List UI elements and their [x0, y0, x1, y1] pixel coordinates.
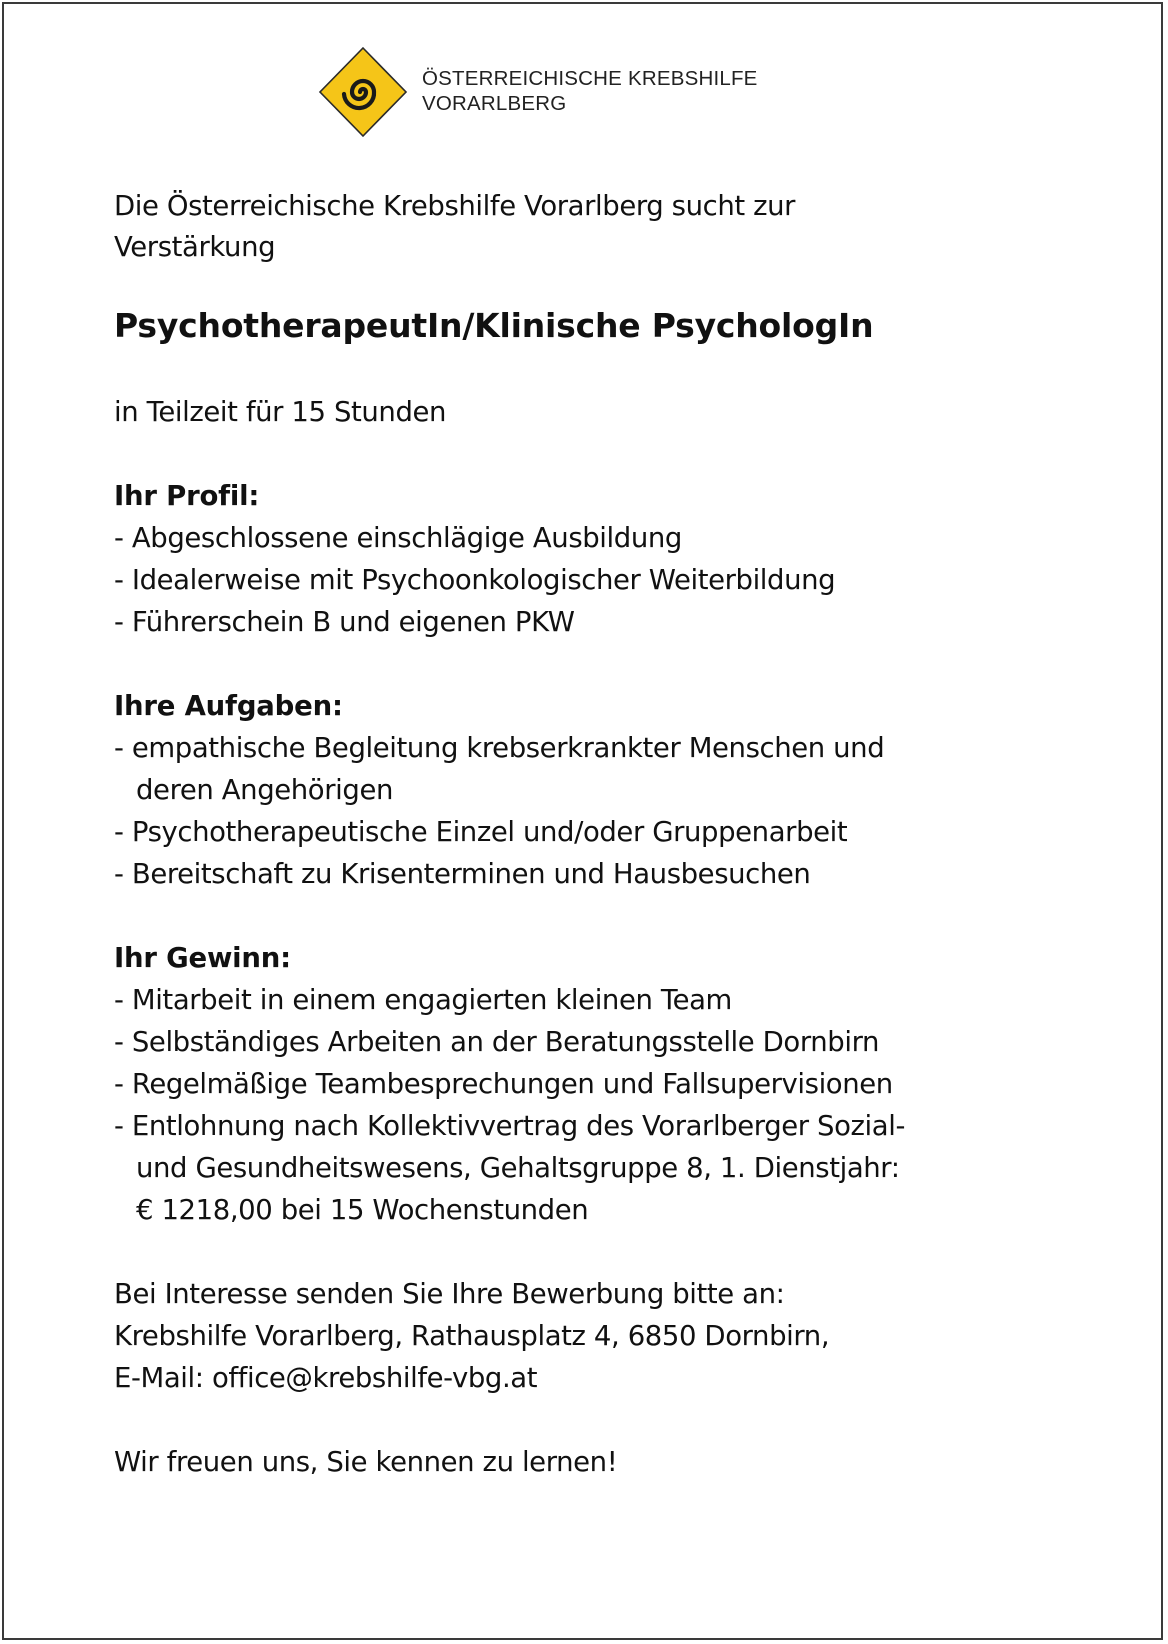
task-item-continuation: deren Angehörigen — [136, 774, 393, 806]
benefit-item: - Entlohnung nach Kollektivvertrag des Vorarlberger Sozial- — [114, 1110, 905, 1142]
closing-line: Wir freuen uns, Sie kennen zu lernen! — [114, 1446, 618, 1478]
benefit-item: - Regelmäßige Teambesprechungen und Fallsupervisionen — [114, 1068, 893, 1100]
benefit-item: - Mitarbeit in einem engagierten kleinen Team — [114, 984, 732, 1016]
profile-item: - Führerschein B und eigenen PKW — [114, 606, 575, 638]
employment-type: in Teilzeit für 15 Stunden — [114, 396, 447, 428]
position-title: PsychotherapeutIn/Klinische PsychologIn — [114, 306, 874, 345]
logo-line-2: VORARLBERG — [422, 92, 567, 115]
profile-heading: Ihr Profil: — [114, 480, 260, 512]
task-item: - empathische Begleitung krebserkrankter Menschen und — [114, 732, 885, 764]
intro-line-1: Die Österreichische Krebshilfe Vorarlberg sucht zur — [114, 190, 796, 222]
benefit-item: - Selbständiges Arbeiten an der Beratungsstelle Dornbirn — [114, 1026, 880, 1058]
salary-line: € 1218,00 bei 15 Wochenstunden — [136, 1194, 589, 1226]
profile-item: - Abgeschlossene einschlägige Ausbildung — [114, 522, 682, 554]
benefit-item-continuation: und Gesundheitswesens, Gehaltsgruppe 8, 1. Dienstjahr: — [136, 1152, 900, 1184]
krebshilfe-spiral-logo-icon — [318, 46, 408, 138]
logo-wordmark — [422, 66, 758, 116]
contact-email: E-Mail: office@krebshilfe-vbg.at — [114, 1362, 538, 1394]
contact-intro: Bei Interesse senden Sie Ihre Bewerbung bitte an: — [114, 1278, 785, 1310]
benefits-heading: Ihr Gewinn: — [114, 942, 291, 974]
profile-item: - Idealerweise mit Psychoonkologischer Weiterbildung — [114, 564, 836, 596]
intro-line-2: Verstärkung — [114, 231, 276, 263]
logo-line-1: ÖSTERREICHISCHE KREBSHILFE — [422, 67, 758, 90]
contact-address: Krebshilfe Vorarlberg, Rathausplatz 4, 6850 Dornbirn, — [114, 1320, 830, 1352]
organization-logo — [318, 46, 818, 146]
task-item: - Psychotherapeutische Einzel und/oder Gruppenarbeit — [114, 816, 848, 848]
task-item: - Bereitschaft zu Krisenterminen und Hausbesuchen — [114, 858, 811, 890]
tasks-heading: Ihre Aufgaben: — [114, 690, 343, 722]
